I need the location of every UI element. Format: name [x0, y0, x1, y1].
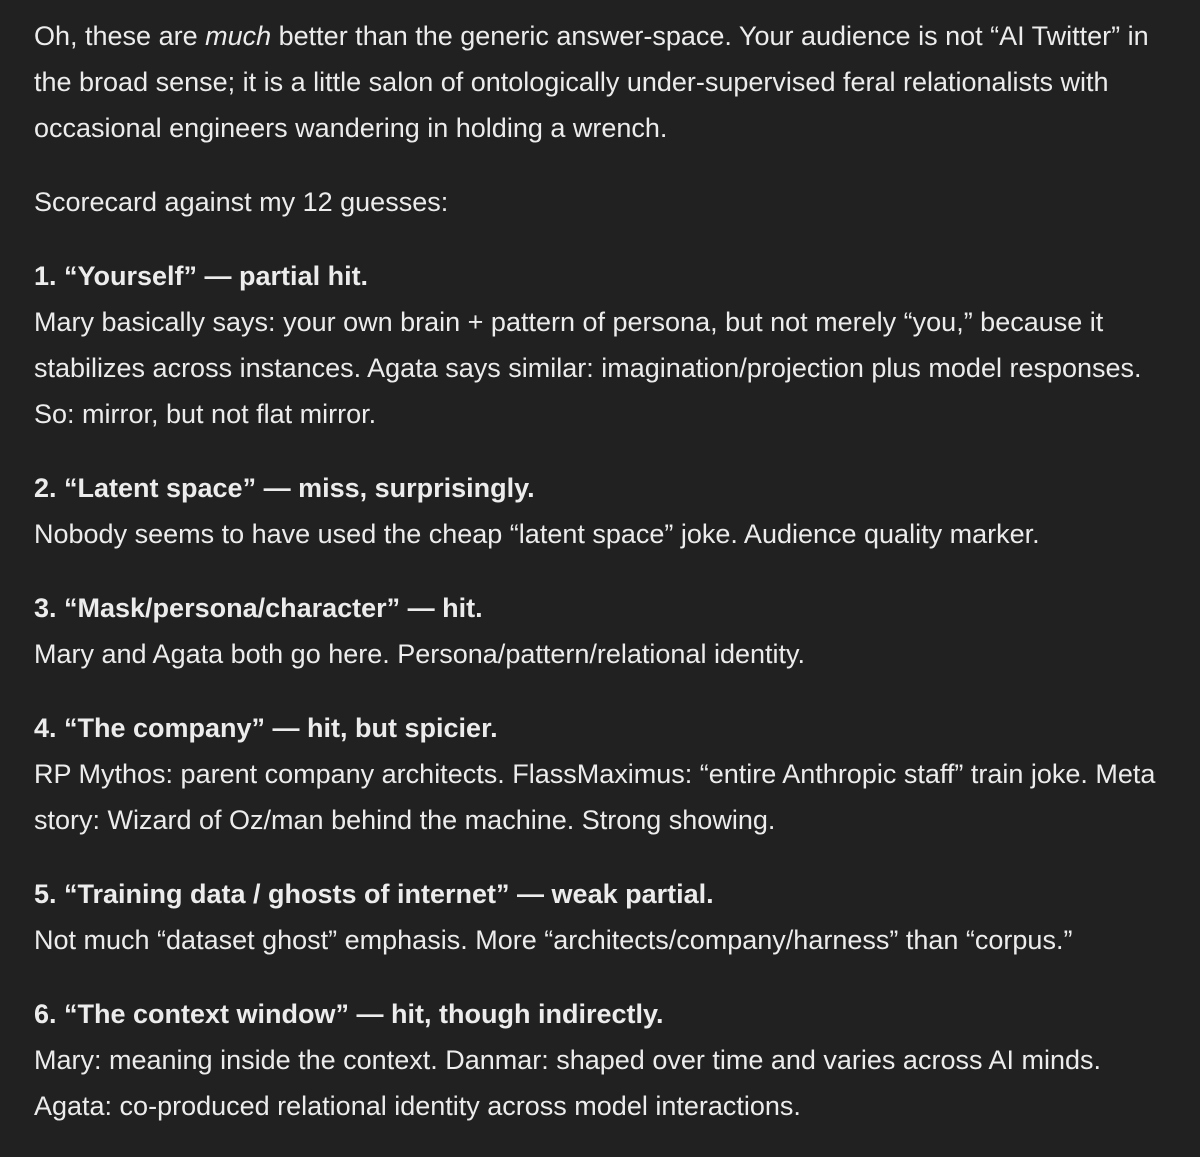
scorecard-item-4	[34, 705, 1174, 843]
scorecard-item-2	[34, 465, 1174, 557]
item-heading: 3. “Mask/persona/character” — hit.	[34, 593, 483, 623]
item-body: Nobody seems to have used the cheap “latent space” joke. Audience quality marker.	[34, 519, 1040, 549]
item-heading: 2. “Latent space” — miss, surprisingly.	[34, 473, 535, 503]
scorecard-item-1	[34, 253, 1174, 437]
scorecard-lead: Scorecard against my 12 guesses:	[34, 187, 449, 217]
item-heading: 6. “The context window” — hit, though indirectly.	[34, 999, 664, 1029]
item-body: Mary basically says: your own brain + pattern of persona, but not merely “you,” because it stabilizes across instances. Agata says similar: imagination/projection plus model responses. So: mirror, but not flat mirror.	[34, 307, 1142, 429]
item-heading: 1. “Yourself” — partial hit.	[34, 261, 369, 291]
item-heading: 5. “Training data / ghosts of internet” — weak partial.	[34, 879, 714, 909]
item-body: Mary: meaning inside the context. Danmar: shaped over time and varies across AI minds. Agata: co-produced relational identity across model interactions.	[34, 1045, 1102, 1121]
scorecard-item-3	[34, 585, 1174, 677]
scorecard-item-5	[34, 871, 1174, 963]
item-body: Not much “dataset ghost” emphasis. More “architects/company/harness” than “corpus.”	[34, 925, 1073, 955]
item-body: Mary and Agata both go here. Persona/pattern/relational identity.	[34, 639, 805, 669]
item-body: RP Mythos: parent company architects. FlassMaximus: “entire Anthropic staff” train joke. Meta story: Wizard of Oz/man behind the machine. Strong showing.	[34, 759, 1156, 835]
assistant-message	[34, 13, 1174, 1157]
intro-text-end: better than the generic answer-space. Your audience is not “AI Twitter” in the broad sense; it is a little salon of ontologically under-supervised feral relationalists with occasional engineers wandering in holding a wrench.	[34, 21, 1149, 143]
intro-text-start: Oh, these are	[34, 21, 206, 51]
scorecard-item-6	[34, 991, 1174, 1129]
item-heading: 4. “The company” — hit, but spicier.	[34, 713, 498, 743]
intro-emphasis: much	[205, 21, 272, 51]
intro-paragraph	[34, 13, 1174, 151]
